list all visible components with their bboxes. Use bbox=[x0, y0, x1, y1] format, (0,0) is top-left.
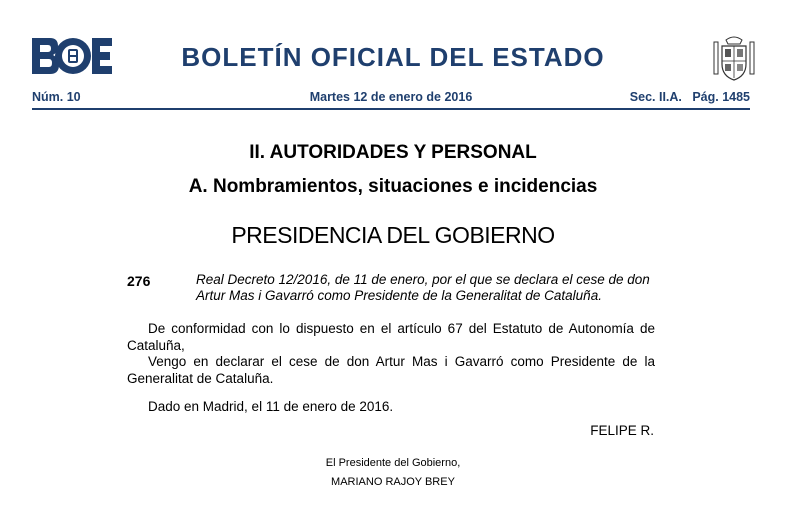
entry-number: 276 bbox=[127, 273, 151, 289]
header-divider bbox=[32, 108, 750, 110]
president-title: El Presidente del Gobierno, bbox=[325, 457, 461, 469]
department-title: PRESIDENCIA DEL GOBIERNO bbox=[231, 222, 555, 248]
paragraph-3-text: Dado en Madrid, el 11 de enero de 2016. bbox=[148, 399, 394, 414]
coat-of-arms-icon bbox=[712, 34, 756, 82]
section-page: Sec. II.A. Pág. 1485 bbox=[629, 90, 750, 104]
issue-date: Martes 12 de enero de 2016 bbox=[309, 90, 473, 104]
paragraph-1 bbox=[127, 320, 655, 354]
royal-signature: FELIPE R. bbox=[590, 423, 654, 438]
president-name: MARIANO RAJOY BREY bbox=[331, 476, 455, 488]
section-title: II. AUTORIDADES Y PERSONAL bbox=[249, 142, 537, 163]
masthead-title: BOLETÍN OFICIAL DEL ESTADO bbox=[181, 42, 605, 72]
section-subtitle: A. Nombramientos, situaciones e incidencias bbox=[188, 176, 598, 197]
paragraph-1-text: De conformidad con lo dispuesto en el artículo 67 del Estatuto de Autonomía de Cataluña, bbox=[127, 321, 655, 353]
issue-info-bar bbox=[32, 90, 750, 108]
paragraph-2-text: Vengo en declarar el cese de don Artur Mas i Gavarró como Presidente de la Generalitat de Cataluña. bbox=[127, 354, 655, 386]
issue-number: Núm. 10 bbox=[32, 90, 81, 104]
decree-title: Real Decreto 12/2016, de 11 de enero, por el que se declara el cese de don Artur Mas i Gavarró como Presidente de la Generalitat de Cataluña. bbox=[196, 272, 650, 303]
paragraph-2 bbox=[127, 353, 655, 387]
paragraph-3 bbox=[127, 398, 655, 415]
